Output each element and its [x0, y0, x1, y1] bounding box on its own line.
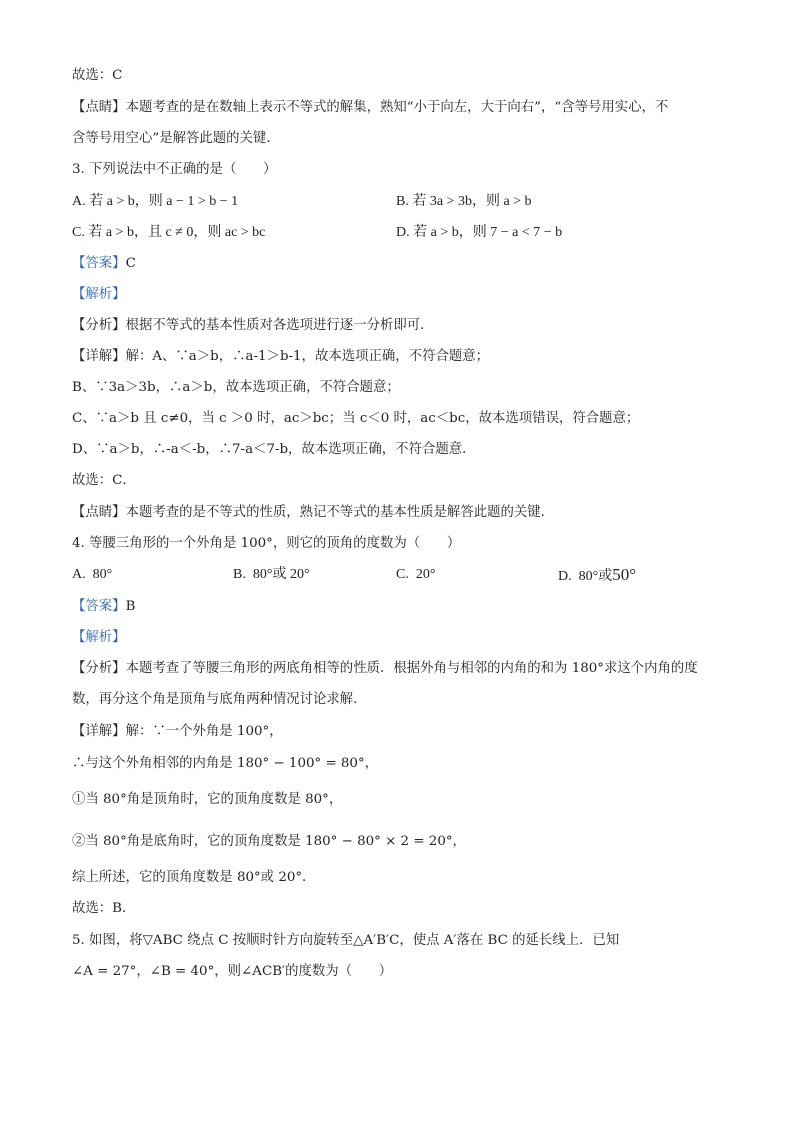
- q3-analysis-tag: [72, 285, 126, 305]
- option-label: C.: [396, 567, 409, 582]
- comment-text: 本题考查的是不等式的性质，熟记不等式的基本性质是解答此题的关键．: [125, 505, 555, 520]
- q3-option-c: [72, 223, 265, 243]
- answer-tag: 【答案】: [72, 599, 126, 614]
- detail-text: 解：A、∵a＞b，∴a-1＞b-1，故本选项正确，不符合题意；: [125, 349, 490, 364]
- option-text: 80°或: [578, 569, 613, 584]
- answer-value: C: [125, 256, 136, 271]
- q4-fenxi-line2: 数，再分这个角是顶角与底角两种情况讨论求解．: [72, 692, 367, 707]
- q3-comment: [72, 503, 554, 523]
- q3-answer: [72, 254, 136, 274]
- q3-detail-a: [72, 347, 489, 367]
- comment-text: 本题考查的是在数轴上表示不等式的解集，熟知“小于向左，大于向右”，“含等号用实心，不: [125, 100, 669, 115]
- q4-option-c: [396, 565, 435, 585]
- detail-text: 解：∵一个外角是 100°，: [125, 724, 283, 739]
- option-label: B.: [396, 194, 409, 209]
- option-text: 若 a > b，则 a − 1 > b − 1: [89, 194, 239, 209]
- q4-option-b: [233, 565, 310, 585]
- q3-option-b: [396, 192, 532, 212]
- q3-option-d: [396, 223, 562, 243]
- answer-tag: 【答案】: [72, 256, 126, 271]
- q4-option-a: [72, 565, 112, 585]
- q4-detail-4: ②当 80°角是底角时，它的顶角度数是 180° − 80° × 2 = 20°，: [72, 834, 466, 849]
- option-text: 80°: [92, 567, 113, 582]
- q4-detail-3: ①当 80°角是顶角时，它的顶角度数是 80°，: [72, 792, 343, 807]
- option-text: 若 3a > 3b，则 a > b: [412, 194, 532, 209]
- q2-comment-line2: 含等号用空心”是解答此题的关键．: [72, 131, 280, 146]
- q3-fenxi: [72, 316, 434, 336]
- q3-detail-c: C、∵a＞b 且 c≠0，当 c ＞0 时，ac＞bc；当 c＜0 时，ac＜bc，故本选项错误，符合题意；: [72, 411, 640, 426]
- q4-choice: 故选：B．: [72, 901, 136, 916]
- q4-stem: 4. 等腰三角形的一个外角是 100°，则它的顶角的度数为（ ）: [72, 536, 461, 551]
- q4-answer: [72, 597, 135, 617]
- q4-detail-2: ∴与这个外角相邻的内角是 180° − 100° = 80°，: [72, 756, 379, 771]
- comment-tag: 【点睛】: [72, 505, 126, 520]
- q5-stem-line2: ∠A = 27°，∠B = 40°，则∠ACB′的度数为（ ）: [72, 964, 393, 979]
- q5-stem-line1: 5. 如图，将▽ABC 绕点 C 按顺时针方向旋转至△A′B′C，使点 A′落在 BC 的延长线上．已知: [72, 933, 620, 948]
- option-text: 80°或 20°: [252, 567, 310, 582]
- q2-choice: 故选：C: [72, 68, 123, 83]
- option-label: B.: [233, 567, 246, 582]
- fenxi-tag: 【分析】: [72, 318, 126, 333]
- option-label: C.: [72, 225, 85, 240]
- detail-tag: 【详解】: [72, 349, 126, 364]
- fenxi-text: 本题考查了等腰三角形的两底角相等的性质．根据外角与相邻的内角的和为 180°求这个内角的度: [125, 661, 698, 676]
- q3-detail-d: D、∵a＞b，∴-a＜-b，∴7-a＜7-b，故本选项正确，不符合题意．: [72, 442, 476, 457]
- fenxi-tag: 【分析】: [72, 661, 126, 676]
- option-label: D.: [558, 569, 572, 584]
- q3-detail-b: B、∵3a＞3b，∴a＞b，故本选项正确，不符合题意；: [72, 380, 400, 395]
- q4-option-d: [558, 565, 636, 587]
- answer-value: B: [125, 599, 136, 614]
- q3-choice: 故选：C．: [72, 473, 136, 488]
- q4-detail-5: 综上所述，它的顶角度数是 80°或 20°．: [72, 870, 316, 885]
- fenxi-text: 根据不等式的基本性质对各选项进行逐一分析即可．: [125, 318, 434, 333]
- analysis-tag: 【解析】: [72, 630, 126, 645]
- q4-detail-1: [72, 722, 283, 742]
- option-text-large: 50°: [612, 565, 637, 584]
- q4-fenxi-line1: [72, 659, 698, 679]
- q3-stem: 3. 下列说法中不正确的是（ ）: [72, 162, 277, 177]
- option-label: A.: [72, 567, 86, 582]
- q4-analysis-tag: [72, 628, 126, 648]
- detail-tag: 【详解】: [72, 724, 126, 739]
- option-label: A.: [72, 194, 86, 209]
- q3-option-a: [72, 192, 238, 212]
- option-text: 20°: [415, 567, 436, 582]
- q2-comment-line1: [72, 98, 668, 118]
- option-label: D.: [396, 225, 410, 240]
- option-text: 若 a > b，且 c ≠ 0，则 ac > bc: [88, 225, 266, 240]
- comment-tag: 【点睛】: [72, 100, 126, 115]
- analysis-tag: 【解析】: [72, 287, 126, 302]
- option-text: 若 a > b，则 7 − a < 7 − b: [413, 225, 563, 240]
